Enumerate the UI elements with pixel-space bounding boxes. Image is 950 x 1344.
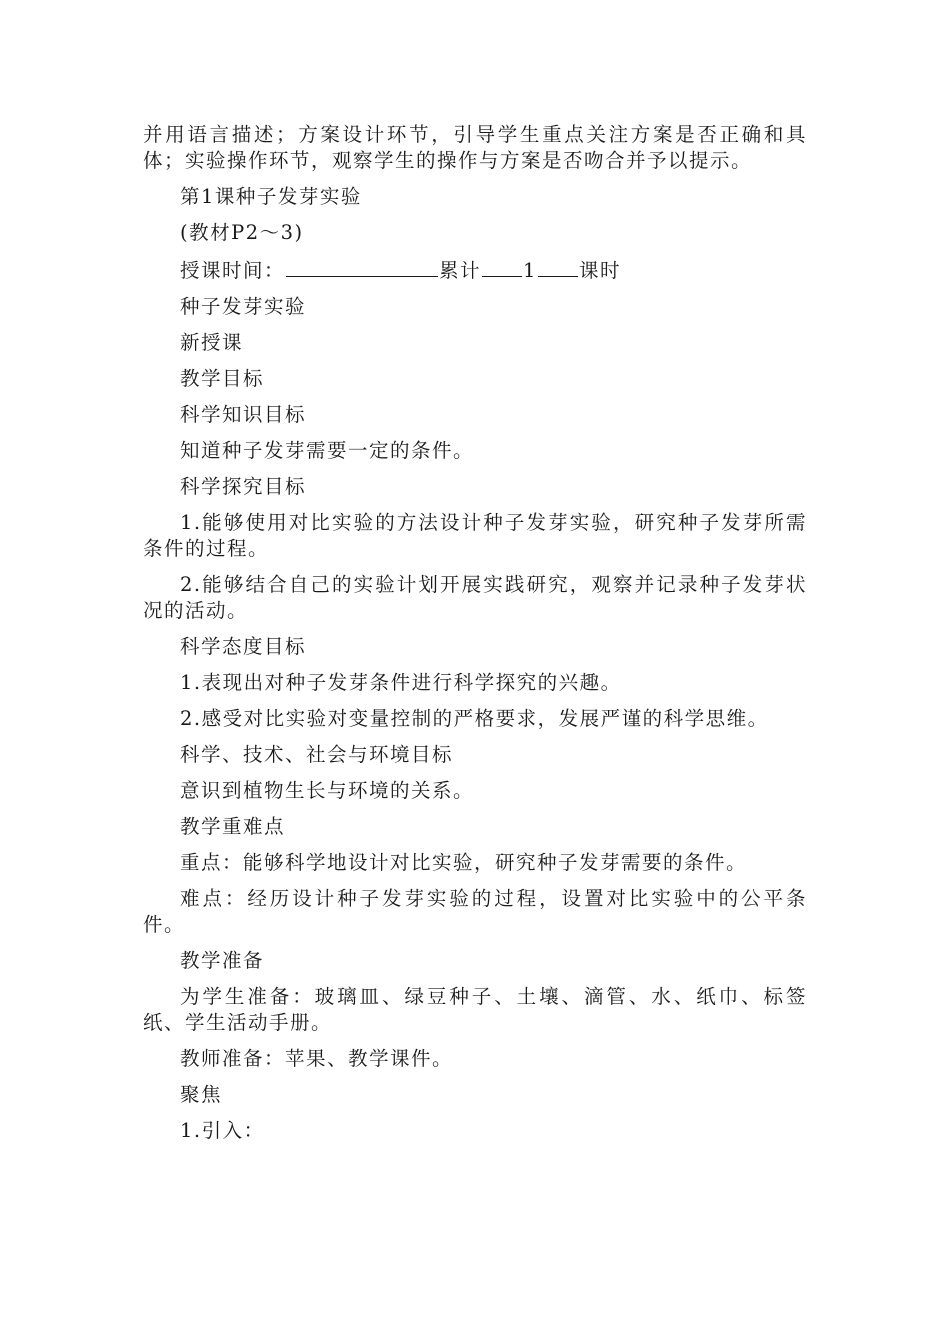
topic-heading: 种子发芽实验	[180, 295, 307, 318]
knowledge-goal: 知道种子发芽需要一定的条件。	[180, 439, 475, 462]
lesson-title: 第1课种子发芽实验	[180, 185, 362, 208]
document-page	[143, 122, 807, 1154]
schedule-count: 1	[523, 259, 537, 282]
schedule-suffix: 课时	[578, 259, 621, 282]
student-preparation: 为学生准备：玻璃皿、绿豆种子、土壤、滴管、水、纸巾、标签纸、学生活动手册。	[143, 985, 807, 1034]
stse-goal: 意识到植物生长与环境的关系。	[180, 779, 475, 802]
attitude-goal-2: 2.感受对比实验对变量控制的严格要求，发展严谨的科学思维。	[180, 707, 769, 730]
subheading-inquiry: 科学探究目标	[180, 475, 307, 498]
section-heading-key-points: 教学重难点	[180, 815, 286, 838]
lesson-type: 新授课	[180, 331, 244, 354]
difficult-point: 难点：经历设计种子发芽实验的过程，设置对比实验中的公平条件。	[143, 887, 807, 936]
count-blank-right	[538, 256, 578, 277]
subheading-stse: 科学、技术、社会与环境目标	[180, 743, 454, 766]
section-heading-goals: 教学目标	[180, 367, 265, 390]
inquiry-goal-2: 2.能够结合自己的实验计划开展实践研究，观察并记录种子发芽状况的活动。	[143, 573, 807, 622]
section-heading-preparation: 教学准备	[180, 949, 265, 972]
section-heading-focus: 聚焦	[180, 1083, 223, 1106]
subheading-knowledge: 科学知识目标	[180, 403, 307, 426]
key-point: 重点：能够科学地设计对比实验，研究种子发芽需要的条件。	[180, 851, 748, 874]
textbook-pages: (教材P2～3)	[180, 221, 304, 244]
schedule-middle: 累计	[439, 259, 482, 282]
schedule-line	[143, 256, 807, 284]
inquiry-goal-1: 1.能够使用对比实验的方法设计种子发芽实验，研究种子发芽所需条件的过程。	[143, 511, 807, 560]
introduction-step: 1.引入：	[180, 1119, 265, 1142]
attitude-goal-1: 1.表现出对种子发芽条件进行科学探究的兴趣。	[180, 671, 622, 694]
teacher-preparation: 教师准备：苹果、教学课件。	[180, 1047, 454, 1070]
date-blank	[286, 256, 438, 277]
schedule-prefix: 授课时间：	[180, 259, 286, 282]
intro-paragraph: 并用语言描述；方案设计环节，引导学生重点关注方案是否正确和具体；实验操作环节，观察学生的操作与方案是否吻合并予以提示。	[143, 123, 807, 172]
subheading-attitude: 科学态度目标	[180, 635, 307, 658]
count-blank-left	[482, 256, 522, 277]
